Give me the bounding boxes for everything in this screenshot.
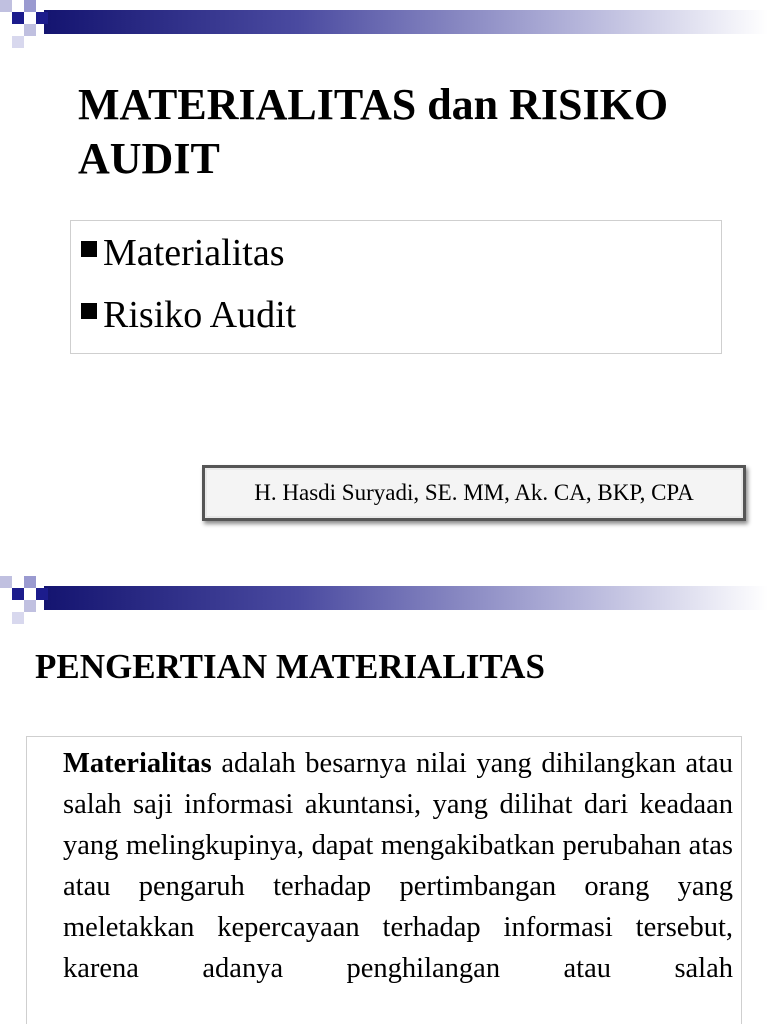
definition-box <box>26 736 742 1024</box>
square-bullet-icon <box>81 303 97 319</box>
definition-paragraph <box>63 743 733 989</box>
bullet-item <box>81 231 284 275</box>
definition-body: adalah besarnya nilai yang dihilangkan atau salah saji informasi akuntansi, yang dilihat dari keadaan yang melingkupinya, dapat mengakibatkan perubahan atas atau pengaruh terhadap pertimbangan orang yang meletakkan kepercayaan terhadap informasi tersebut, karena adanya penghilangan atau salah <box>63 748 733 984</box>
slide-title: PENGERTIAN MATERIALITAS <box>35 647 545 686</box>
bullet-label: Materialitas <box>103 232 285 274</box>
slide-title: MATERIALITAS dan RISIKO AUDIT <box>78 80 669 183</box>
definition-term: Materialitas <box>63 748 212 779</box>
slide-2 <box>0 572 768 1024</box>
square-bullet-icon <box>81 241 97 257</box>
header-decoration-bar <box>0 0 768 52</box>
author-box <box>202 465 746 521</box>
header-decoration-bar <box>0 572 768 624</box>
bullet-item <box>81 293 296 337</box>
bullet-list <box>70 220 722 354</box>
bullet-label: Risiko Audit <box>103 294 297 336</box>
author-name: H. Hasdi Suryadi, SE. MM, Ak. CA, BKP, CPA <box>254 480 694 505</box>
